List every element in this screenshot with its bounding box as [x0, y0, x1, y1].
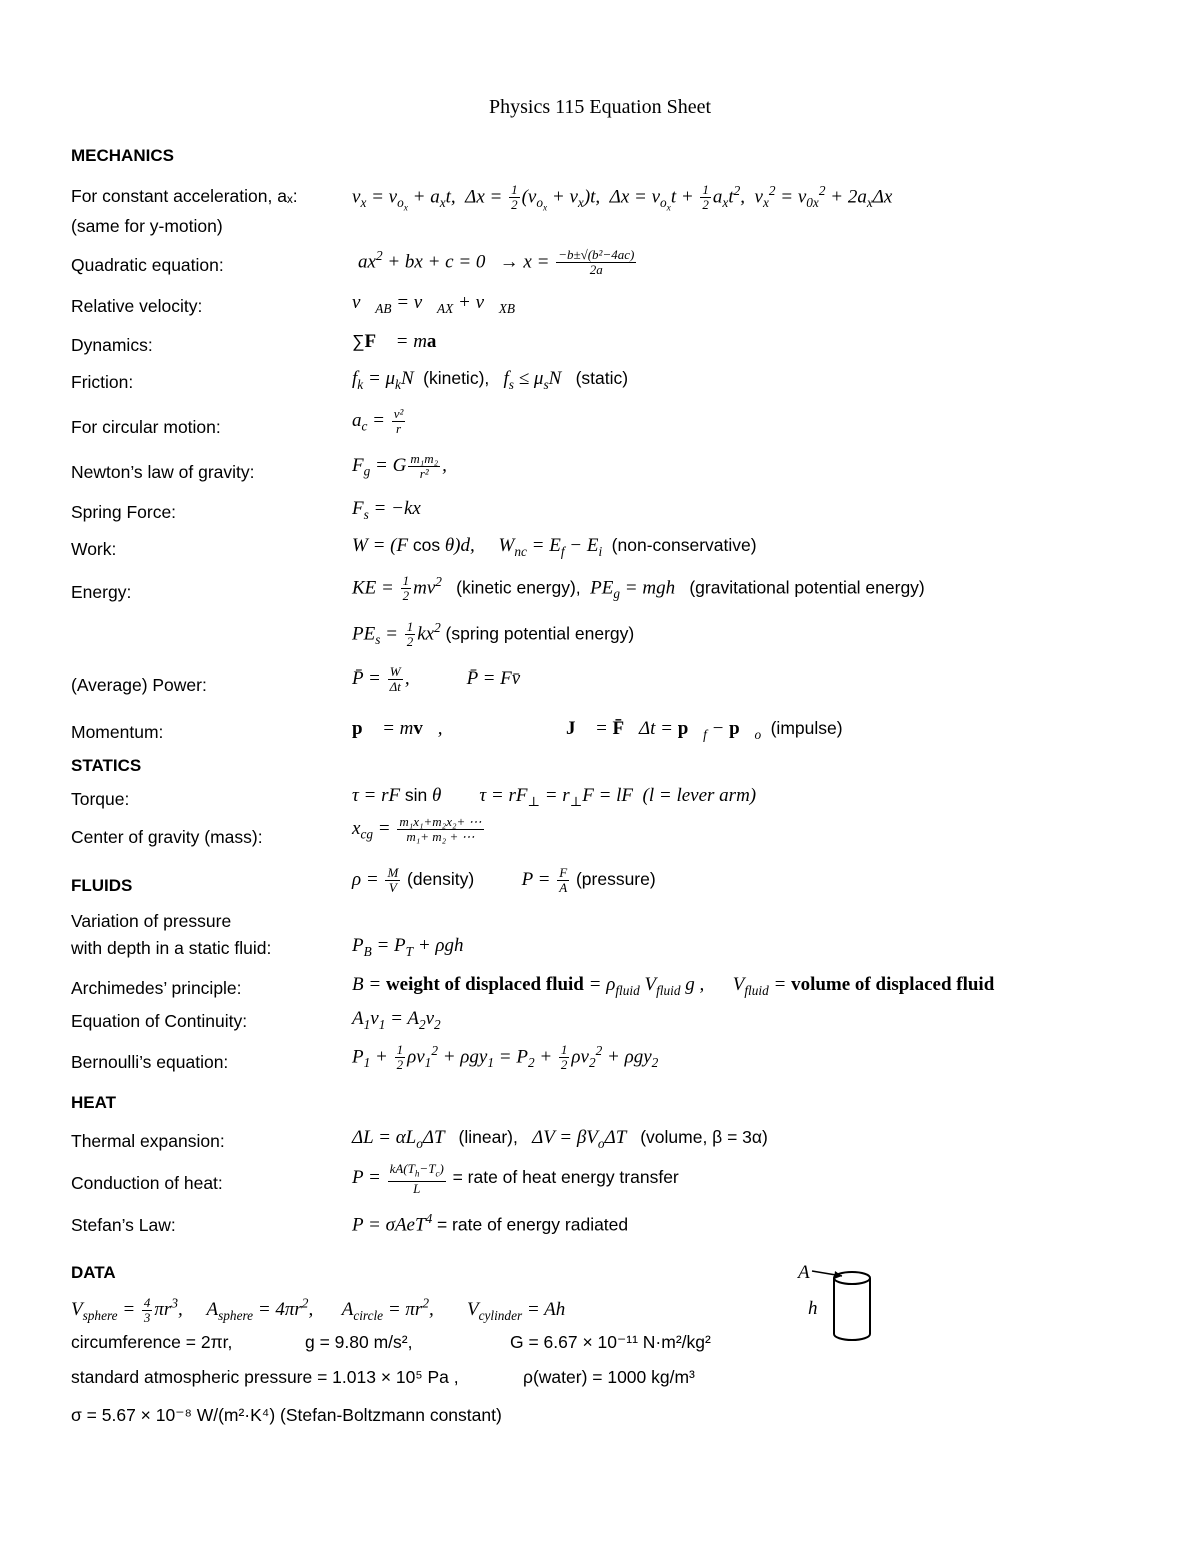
eq-friction: $f_k = \mu_kN$ (kinetic), $f_s \le \mu_sN$ (static): [352, 368, 629, 392]
data-g: g = 9.80 m/s²,: [305, 1332, 413, 1352]
note-static: (static): [575, 368, 629, 388]
label-friction: Friction:: [71, 372, 134, 392]
note-lever: (l = lever arm): [642, 785, 757, 806]
cylinder-label-A: A: [798, 1262, 810, 1283]
note-nonconservative: (non-conservative): [611, 535, 757, 555]
eq-gravity: $F_g = G$ $\frac{\text{m₁m₂}}{\text{r²}}$ ,: [352, 451, 447, 481]
label-const-accel: For constant acceleration, aₓ:: [71, 186, 298, 206]
label-momentum: Momentum:: [71, 722, 164, 742]
eq-archimedes: B = weight of displaced fluid = $\rho_{fluid}$ $V_{fluid}$ g , $V_{fluid}$ = volume of displaced fluid: [352, 974, 995, 998]
data-sigma: [71, 1405, 502, 1426]
section-statics: STATICS: [71, 756, 142, 775]
section-mechanics: MECHANICS: [71, 146, 174, 165]
eq-pressure-depth: $P_B = P_T + \rho gh$: [352, 935, 464, 959]
data-water: ρ(water) = 1000 kg/m³: [523, 1367, 695, 1387]
label-power: (Average) Power:: [71, 675, 207, 695]
note-weight-fluid: weight of displaced fluid: [385, 974, 584, 995]
eq-continuity: $A_1v_1 = A_2v_2$: [352, 1008, 441, 1032]
label-work: Work:: [71, 539, 117, 559]
label-gravity: Newton’s law of gravity:: [71, 462, 255, 482]
eq-thermal: $\Delta L = \alpha L_o\Delta T$ (linear), $\Delta V = \beta V_o\Delta T$ (volume, β = 3α): [352, 1127, 768, 1151]
label-relative-velocity: Relative velocity:: [71, 296, 203, 316]
cylinder-label-h: h: [808, 1298, 818, 1319]
label-energy: Energy:: [71, 582, 132, 602]
note-kinetic: (kinetic),: [423, 368, 490, 388]
eq-work: W = (F cos θ)d, $W_{nc} = E_f - E_i$ (non-conservative): [352, 535, 757, 559]
label-conduction: Conduction of heat:: [71, 1173, 223, 1193]
note-linear: (linear),: [458, 1127, 518, 1147]
eq-density-pressure: ρ = $\frac{M}{V}$ (density) P = $\frac{F}{A}$ (pressure): [352, 865, 656, 895]
label-bernoulli: Bernoulli’s equation:: [71, 1052, 229, 1072]
eq-kinematics: $v_x = v_{o_x} + a_xt$, Δx = $\frac{1}{2}$ $(v_{o_x} + v_x)t$, $\Delta x = v_{o_x}t$ + $\frac{1}{2}$ $a_xt^2$, $v_x^2 = v_{0x}^2 + 2a_x\Delta x$: [352, 182, 893, 214]
note-spring-pe: (spring potential energy): [445, 623, 635, 644]
eq-spring: $F_s = -kx$: [352, 498, 421, 522]
label-continuity: Equation of Continuity:: [71, 1011, 248, 1031]
label-spring: Spring Force:: [71, 502, 177, 522]
note-pressure: (pressure): [575, 868, 656, 889]
eq-bernoulli: $P_1$ + $\frac{1}{2}$ $\rho v_1^2 + \rho gy_1 = P_2$ + $\frac{1}{2}$ $\rho v_2^2 + \rho gy_2$: [352, 1042, 659, 1073]
data-G: G = 6.67 × 10⁻¹¹ N·m²/kg²: [510, 1332, 711, 1352]
label-archimedes: Archimedes’ principle:: [71, 978, 242, 998]
label-dynamics: Dynamics:: [71, 335, 153, 355]
eq-dynamics: ∑F⃗ = ma⃗: [352, 331, 452, 352]
data-geometry: $V_{sphere}$ = $\frac{4}{3}$ $\pi r^3$, $A_{sphere} = 4\pi r^2$, $A_{circle} = \pi r^2$, $V_{cylinder} = Ah$: [71, 1295, 566, 1326]
section-heat: HEAT: [71, 1093, 117, 1112]
eq-circular: $a_c$ = $\frac{\text{v²}}{r}$: [352, 406, 404, 436]
data-sigma-note: (Stefan-Boltzmann constant): [280, 1405, 502, 1425]
eq-quadratic: $ax^2$ + bx + c = 0 → x = $\frac{\text{−b±√(b²−4ac)}}{2a}$: [358, 247, 635, 278]
eq-momentum: p⃗ = mv⃗, J⃗ = F̄⃗Δt = $p⃗_f$ − $p⃗_o$ (impulse): [352, 718, 843, 742]
eq-torque: τ = rF sin θ $\tau = rF_\perp = r_\perp F$ = lF (l = lever arm): [352, 785, 757, 809]
label-center-gravity: Center of gravity (mass):: [71, 827, 263, 847]
cylinder-bottom: [834, 1334, 870, 1340]
eq-center-gravity: $x_{cg}$ = $\frac{\text{m₁x₁+m₂x₂+ ⋯}}{\text{m₁+ m₂ + ⋯}}$: [352, 814, 482, 844]
note-radiated: = rate of energy radiated: [436, 1214, 629, 1235]
note-volume-beta: (volume, β = 3α): [640, 1127, 768, 1147]
label-thermal: Thermal expansion:: [71, 1131, 225, 1151]
eq-spring-pe: $PE_s$ = $\frac{1}{2}$ $kx^2$ (spring potential energy): [352, 619, 635, 650]
note-kinetic-energy: (kinetic energy),: [456, 577, 581, 598]
label-same-y: (same for y-motion): [71, 216, 223, 236]
note-density: (density): [407, 868, 475, 889]
cylinder-diagram: [790, 1258, 890, 1348]
data-circumference: circumference = 2πr,: [71, 1332, 233, 1352]
label-stefan: Stefan’s Law:: [71, 1215, 176, 1235]
data-atm: standard atmospheric pressure = 1.013 × 10⁵ Pa ,: [71, 1367, 459, 1387]
eq-stefan: P = σAeT$^4$ = rate of energy radiated: [352, 1211, 629, 1236]
section-data: DATA: [71, 1263, 116, 1282]
label-pressure-var2: with depth in a static fluid:: [71, 938, 272, 958]
note-impulse: (impulse): [770, 718, 843, 738]
eq-relative-velocity: $v⃗_{AB}$ = $v⃗_{AX}$ + $v⃗_{XB}$: [352, 292, 516, 316]
label-quadratic: Quadratic equation:: [71, 255, 224, 275]
note-grav-pe: (gravitational potential energy): [689, 577, 925, 598]
label-circular: For circular motion:: [71, 417, 221, 437]
page-title: Physics 115 Equation Sheet: [488, 96, 712, 118]
eq-power: P̄ = $\frac{W}{\Delta t}$ , P̄ = Fv̄: [352, 664, 521, 694]
eq-conduction: P = $\frac{kA(T_h-T_c)}{L}$ = rate of heat energy transfer: [352, 1161, 679, 1196]
label-torque: Torque:: [71, 789, 130, 809]
label-pressure-var1: Variation of pressure: [71, 911, 232, 931]
cylinder-top: [834, 1272, 870, 1284]
data-sigma-value: σ = 5.67 × 10⁻⁸ W/(m²·K⁴): [71, 1405, 276, 1425]
note-volume-fluid: volume of displaced fluid: [791, 974, 995, 995]
section-fluids: FLUIDS: [71, 876, 133, 895]
eq-energy: KE = $\frac{1}{2}$ $mv^2$ (kinetic energy), $PE_g$ = mgh (gravitational potential energy): [352, 573, 925, 604]
note-heat-rate: = rate of heat energy transfer: [452, 1167, 679, 1188]
